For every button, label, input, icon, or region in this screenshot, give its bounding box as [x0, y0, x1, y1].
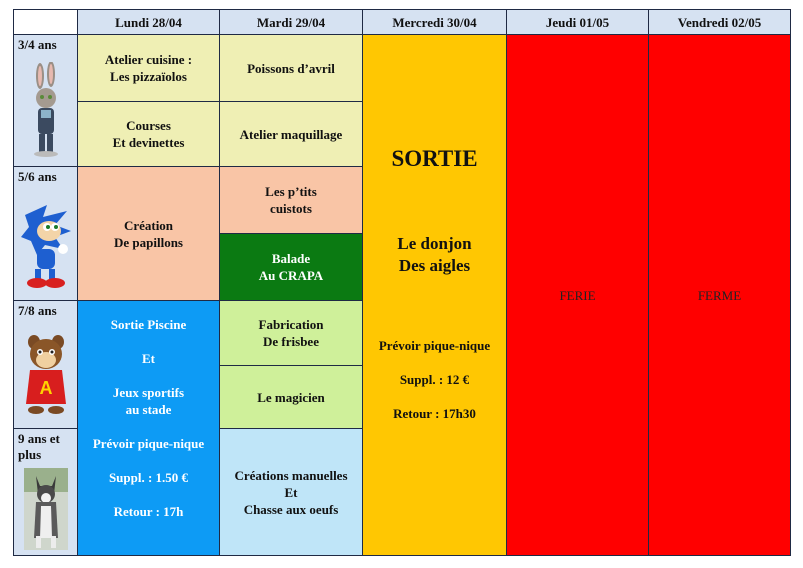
activity-line: cuistots [270, 201, 312, 216]
age-row-7-8 [13, 300, 78, 429]
mardi-magicien: Le magicien [219, 365, 363, 429]
header-mardi: Mardi 29/04 [219, 9, 363, 35]
activity-line: Création [123, 218, 174, 233]
mardi-fabrication-frisbee [219, 300, 363, 366]
husky-dog-image [24, 468, 68, 550]
age-label: 3/4 ans [18, 37, 57, 52]
mardi-creations-manuelles [219, 428, 363, 556]
activity-line: Et [284, 484, 298, 500]
age-label: 9 ans et plus [18, 431, 60, 462]
sortie-place-line: Le donjon [397, 234, 472, 253]
activity-line: Courses [126, 118, 171, 133]
activity-line: Chasse aux oeufs [243, 501, 339, 517]
header-vendredi: Vendredi 02/05 [648, 9, 791, 35]
sortie-place-line: Des aigles [398, 256, 471, 275]
activity-line: Au CRAPA [258, 268, 324, 283]
activity-line: Et devinettes [112, 135, 185, 150]
sortie-title: SORTIE [391, 146, 478, 171]
mardi-atelier-maquillage: Atelier maquillage [219, 101, 363, 167]
lundi-courses [77, 101, 220, 167]
header-jeudi: Jeudi 01/05 [506, 9, 649, 35]
age-label: 5/6 ans [18, 169, 57, 184]
lundi-atelier-cuisine [77, 34, 220, 102]
hedgehog-character-image [17, 197, 75, 289]
vendredi-ferme: FERME [648, 34, 791, 556]
age-row-5-6 [13, 166, 78, 301]
lundi-sortie-piscine [77, 300, 220, 556]
age-label: 7/8 ans [18, 303, 57, 318]
header-blank [13, 9, 78, 35]
activity-line: Prévoir pique-nique [92, 436, 205, 451]
activity-line: Balade [271, 251, 311, 266]
chipmunk-character-image [22, 330, 70, 418]
activity-line: au stade [125, 402, 172, 417]
lundi-creation-papillons [77, 166, 220, 301]
activity-line: Sortie Piscine [110, 317, 187, 332]
activity-line: Et [142, 351, 155, 366]
activity-line: Jeux sportifs [112, 385, 185, 400]
activity-line: Atelier cuisine : [104, 52, 193, 67]
activity-line: Les p’tits [265, 184, 317, 199]
header-lundi: Lundi 28/04 [77, 9, 220, 35]
jeudi-ferie: FERIE [506, 34, 649, 556]
activity-line: De frisbee [263, 334, 319, 349]
activity-line: Retour : 17h [113, 504, 184, 519]
sortie-info-line: Retour : 17h30 [393, 406, 476, 421]
sortie-info-line: Suppl. : 12 € [399, 372, 470, 387]
activity-line: Créations manuelles [234, 467, 348, 483]
activity-line: Fabrication [258, 317, 324, 332]
sortie-info-line: Prévoir pique-nique [378, 338, 491, 353]
activity-line: De papillons [114, 235, 183, 250]
mardi-petits-cuistots [219, 166, 363, 234]
header-mercredi: Mercredi 30/04 [362, 9, 507, 35]
mardi-balade-crapa [219, 233, 363, 301]
age-row-3-4 [13, 34, 78, 167]
mercredi-sortie [362, 34, 507, 556]
activity-line: Les pizzaïolos [110, 69, 187, 84]
rabbit-character-image [26, 62, 66, 158]
mardi-poissons-avril: Poissons d’avril [219, 34, 363, 102]
svg-text:A: A [39, 377, 52, 398]
activity-line: Suppl. : 1.50 € [108, 470, 189, 485]
age-row-9-plus [13, 428, 78, 556]
